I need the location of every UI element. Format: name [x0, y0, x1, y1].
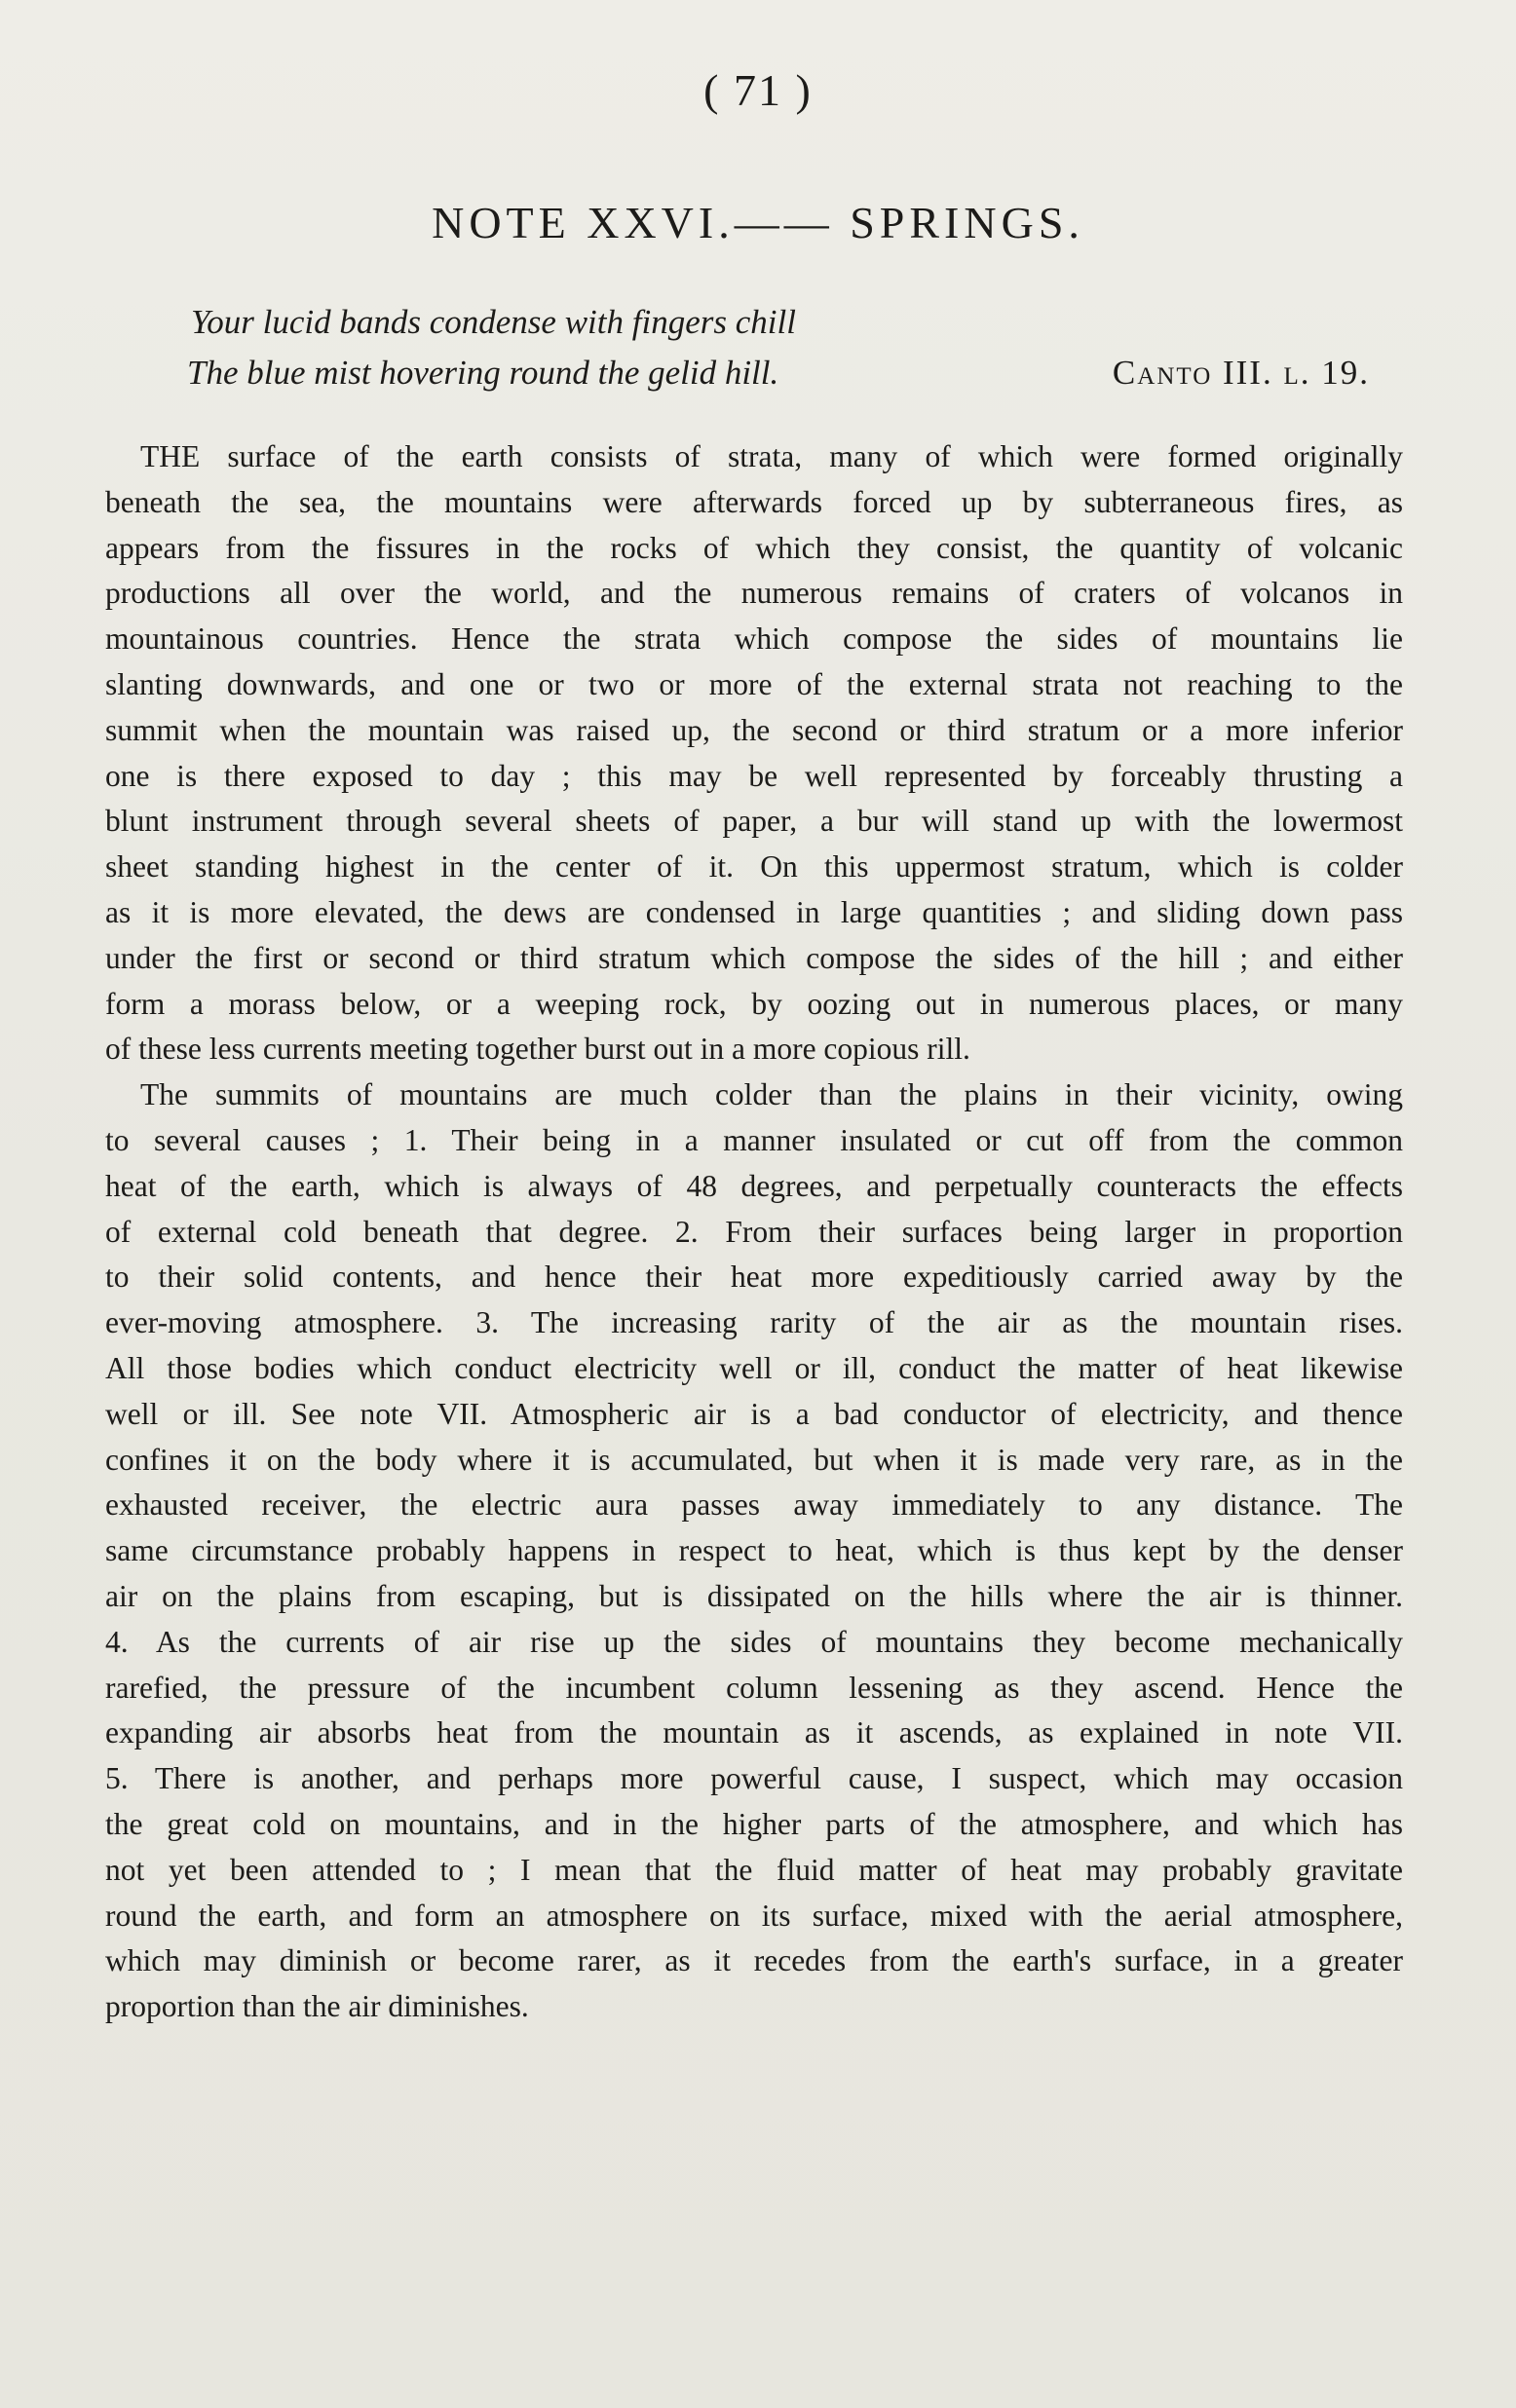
text-line: which may diminish or become rarer, as it recedes from the earth's surface, in a greater [105, 1943, 1403, 1978]
text-line: heat of the earth, which is always of 48 degrees, and perpetually counteracts the effects [105, 1168, 1403, 1203]
text-line: under the first or second or third stratum which compose the sides of the hill ; and either [105, 940, 1403, 975]
text-line: productions all over the world, and the numerous remains of craters of volcanos in [105, 576, 1403, 611]
text-line: same circumstance probably happens in respect to heat, which is thus kept by the denser [105, 1533, 1403, 1568]
text-line: summit when the mountain was raised up, the second or third stratum or a more inferior [105, 712, 1403, 747]
body-text [105, 434, 1403, 2030]
text-line: of external cold beneath that degree. 2. From their surfaces being larger in proportion [105, 1214, 1403, 1249]
text-line: air on the plains from escaping, but is dissipated on the hills where the air is thinner. [105, 1578, 1403, 1613]
text-line: well or ill. See note VII. Atmospheric air is a bad conductor of electricity, and thence [105, 1396, 1403, 1431]
paragraph-2 [105, 1072, 1403, 2030]
text-line: appears from the fissures in the rocks of which they consist, the quantity of volcanic [105, 530, 1403, 565]
text-line: as it is more elevated, the dews are condensed in large quantities ; and sliding down pass [105, 894, 1403, 929]
text-line: beneath the sea, the mountains were afterwards forced up by subterraneous fires, as [105, 484, 1403, 519]
text-line: THE surface of the earth consists of strata, many of which were formed originally [140, 439, 1403, 473]
text-line: one is there exposed to day ; this may be well represented by forceably thrusting a [105, 758, 1403, 793]
text-line: blunt instrument through several sheets of paper, a bur will stand up with the lowermost [105, 804, 1403, 839]
text-line: the great cold on mountains, and in the higher parts of the atmosphere, and which has [105, 1806, 1403, 1841]
epigraph-line-2: The blue mist hovering round the gelid hill. [187, 354, 779, 392]
page-number: ( 71 ) [703, 65, 813, 115]
text-line: exhausted receiver, the electric aura passes away immediately to any distance. The [105, 1487, 1403, 1523]
note-title: NOTE XXVI.—— SPRINGS. [432, 198, 1084, 247]
text-line: ever-moving atmosphere. 3. The increasing rarity of the air as the mountain rises. [105, 1305, 1403, 1340]
text-line: not yet been attended to ; I mean that the fluid matter of heat may probably gravitate [105, 1852, 1403, 1887]
text-line: sheet standing highest in the center of it. On this uppermost stratum, which is colder [105, 849, 1403, 884]
text-line: 5. There is another, and perhaps more powerful cause, I suspect, which may occasion [105, 1761, 1403, 1796]
text-line: rarefied, the pressure of the incumbent column lessening as they ascend. Hence the [105, 1670, 1403, 1705]
epigraph-citation: Canto III. l. 19. [1112, 354, 1370, 392]
text-line: All those bodies which conduct electricity well or ill, conduct the matter of heat likewise [105, 1350, 1403, 1385]
epigraph-line-1: Your lucid bands condense with fingers chill [191, 303, 796, 341]
text-line: slanting downwards, and one or two or more of the external strata not reaching to the [105, 666, 1403, 701]
text-line: 4. As the currents of air rise up the sides of mountains they become mechanically [105, 1624, 1403, 1659]
paragraph-1 [105, 434, 1403, 1072]
text-line: expanding air absorbs heat from the mountain as it ascends, as explained in note VII. [105, 1715, 1403, 1750]
text-line: round the earth, and form an atmosphere on its surface, mixed with the aerial atmosphere, [105, 1898, 1403, 1933]
text-line: to several causes ; 1. Their being in a manner insulated or cut off from the common [105, 1122, 1403, 1157]
text-line: The summits of mountains are much colder than the plains in their vicinity, owing [140, 1077, 1403, 1112]
text-line: to their solid contents, and hence their heat more expeditiously carried away by the [105, 1260, 1403, 1295]
text-line: proportion than the air diminishes. [105, 1989, 529, 2024]
text-line: form a morass below, or a weeping rock, by oozing out in numerous places, or many [105, 986, 1403, 1021]
text-line: of these less currents meeting together burst out in a more copious rill. [105, 1032, 970, 1067]
text-line: confines it on the body where it is accumulated, but when it is made very rare, as in the [105, 1442, 1403, 1477]
text-line: mountainous countries. Hence the strata which compose the sides of mountains lie [105, 621, 1403, 657]
